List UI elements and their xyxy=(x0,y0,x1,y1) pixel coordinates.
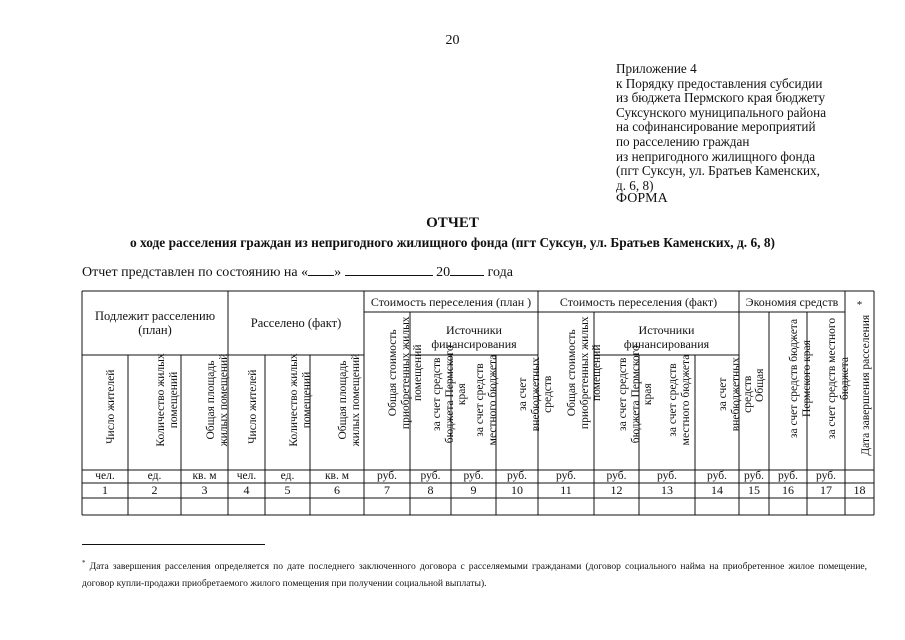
group-header: * xyxy=(856,299,863,311)
data-cell[interactable] xyxy=(364,498,410,515)
footnote-text: Дата завершения расселения определяется по дате последнего заключенного договора с расселяемыми гражданами (договор социального найма на приобретенное жилое помещение, договор купли-продажи приобретаемого жилого помещения при получении социальной выплаты). xyxy=(82,561,868,590)
group-header: Подлежит расселению (план) xyxy=(94,309,216,337)
data-cell[interactable] xyxy=(845,498,874,515)
appendix-line: Приложение 4 xyxy=(616,61,697,76)
appendix-line: к Порядку предоставления субсидии xyxy=(616,75,823,91)
column-number: 15 xyxy=(748,483,760,497)
column-unit: кв. м xyxy=(324,470,350,482)
report-title: ОТЧЕТ xyxy=(426,215,479,231)
column-header-cell xyxy=(265,355,310,470)
page-number: 20 xyxy=(445,33,460,48)
data-cell[interactable] xyxy=(451,498,496,515)
column-unit: руб. xyxy=(463,470,484,482)
appendix-line: Суксунского муниципального района xyxy=(616,104,827,120)
column-header-label: за счет средств местного бюджета xyxy=(667,354,692,446)
column-unit: руб. xyxy=(507,470,527,482)
column-number: 9 xyxy=(470,483,477,497)
column-header-cell xyxy=(82,355,128,470)
column-header-label: за счет средств местного бюджета xyxy=(473,354,498,446)
data-cell[interactable] xyxy=(265,498,310,515)
column-header-label: Общая стоимость приобретенных жилых помещений xyxy=(387,315,424,429)
column-unit: руб. xyxy=(707,470,727,482)
column-header-label: Количество жилых помещений xyxy=(287,353,312,447)
column-number: 14 xyxy=(711,483,723,497)
column-header-cell xyxy=(739,312,769,470)
appendix-line: по расселению граждан xyxy=(616,133,750,149)
group-header: Расселено (факт) xyxy=(250,316,342,330)
column-header-cell xyxy=(181,355,228,470)
footnote xyxy=(82,555,867,592)
column-unit: руб. xyxy=(556,470,576,482)
report-subtitle: о ходе расселения граждан из непригодного жилищного фонда (пгт Суксун, ул. Братьев Каменских, д. 6, 8) xyxy=(130,235,775,250)
footnote-divider xyxy=(82,544,265,545)
data-cell[interactable] xyxy=(496,498,538,515)
column-number: 17 xyxy=(820,483,832,497)
form-label: ФОРМА xyxy=(616,191,668,206)
data-cell[interactable] xyxy=(310,498,364,515)
column-header-cell xyxy=(310,355,364,470)
column-number: 3 xyxy=(201,483,208,497)
column-unit: ед. xyxy=(280,470,295,482)
group-header: Источники финансирования xyxy=(431,323,517,351)
column-header-cell xyxy=(128,355,181,470)
column-unit: чел. xyxy=(236,470,257,482)
column-number: 2 xyxy=(151,483,158,497)
data-cell[interactable] xyxy=(228,498,265,515)
column-header-label: Дата завершения расселения xyxy=(859,314,872,456)
column-header-cell xyxy=(538,312,603,470)
group-header: Стоимость переселения (факт) xyxy=(559,295,718,309)
appendix-line: из бюджета Пермского края бюджету xyxy=(616,90,826,106)
column-header-label: Общая площадь жилых помещений xyxy=(204,353,229,447)
column-header-label: за счет средств местного бюджета xyxy=(826,317,851,440)
column-header-label: Количество жилых помещений xyxy=(154,353,179,447)
column-unit: чел. xyxy=(95,470,115,482)
data-cell[interactable] xyxy=(807,498,845,515)
column-unit: руб. xyxy=(657,470,677,482)
column-unit xyxy=(845,470,874,483)
column-number: 11 xyxy=(560,483,572,497)
column-header-label: Общая площадь жилых помещений xyxy=(337,353,362,447)
data-cell[interactable] xyxy=(538,498,594,515)
column-unit: руб. xyxy=(377,470,397,482)
column-header-cell xyxy=(228,355,265,470)
status-middle: » xyxy=(334,265,342,280)
column-header-label: за счет средств бюджета Пермского края xyxy=(616,344,654,443)
column-unit: ед. xyxy=(147,470,162,482)
column-header-cell xyxy=(594,344,654,470)
footnote-mark: * xyxy=(82,559,86,567)
appendix-line: д. 6, 8) xyxy=(616,177,654,193)
column-header-label: за счет внебюджетных средств xyxy=(517,356,554,431)
column-unit: руб. xyxy=(744,470,764,482)
column-unit: руб. xyxy=(606,470,627,482)
data-cell[interactable] xyxy=(410,498,451,515)
column-unit: руб. xyxy=(778,470,798,482)
column-number: 16 xyxy=(782,483,794,497)
data-cell[interactable] xyxy=(128,498,181,515)
status-suffix: года xyxy=(487,265,513,280)
column-unit: руб. xyxy=(420,470,441,482)
appendix-line: (пгт Суксун, ул. Братьев Каменских, xyxy=(616,163,820,179)
column-header-label: за счет средств бюджета Пермского края xyxy=(430,344,468,443)
column-unit: руб. xyxy=(816,470,836,482)
column-header-label: Общая xyxy=(754,368,766,402)
appendix-line: из непригодного жилищного фонда xyxy=(616,148,816,164)
column-header-cell xyxy=(845,312,874,470)
column-number: 10 xyxy=(511,483,523,497)
column-number: 1 xyxy=(102,483,108,497)
data-cell[interactable] xyxy=(181,498,228,515)
column-header-cell xyxy=(410,344,468,470)
column-number: 8 xyxy=(427,483,434,497)
column-header-cell xyxy=(364,312,424,470)
column-header-cell xyxy=(769,312,813,470)
column-header-label: за счет средств бюджета Пермского края xyxy=(788,318,813,439)
column-header-cell xyxy=(496,355,554,470)
status-prefix: Отчет представлен по состоянию на « xyxy=(82,265,309,280)
column-number: 7 xyxy=(384,483,390,497)
data-cell[interactable] xyxy=(594,498,639,515)
data-cell[interactable] xyxy=(769,498,807,515)
column-header-label: Общая стоимость приобретенных жилых помещений xyxy=(566,315,603,429)
column-number: 12 xyxy=(610,483,623,497)
column-number: 5 xyxy=(284,483,291,497)
column-unit: кв. м xyxy=(192,470,217,482)
column-number: 13 xyxy=(661,483,673,497)
column-header-label: Число жителей xyxy=(246,369,259,444)
data-cell[interactable] xyxy=(695,498,739,515)
column-header-cell xyxy=(639,355,695,470)
group-header: Стоимость переселения (план ) xyxy=(370,295,532,309)
column-header-cell xyxy=(807,312,851,470)
column-header-cell xyxy=(695,355,754,470)
column-number: 6 xyxy=(334,483,340,497)
column-header-label: за счет внебюджетных средств xyxy=(717,356,754,431)
group-header: Источники финансирования xyxy=(623,323,710,351)
column-number: 18 xyxy=(853,483,866,497)
data-cell[interactable] xyxy=(639,498,695,515)
group-header: Экономия средств xyxy=(745,295,839,309)
data-cell[interactable] xyxy=(739,498,769,515)
appendix-line: на софинансирование мероприятий xyxy=(616,119,816,135)
column-header-cell xyxy=(451,355,496,470)
column-number: 4 xyxy=(243,483,250,497)
column-header-label: Число жителей xyxy=(105,369,117,444)
data-cell[interactable] xyxy=(82,498,128,515)
year-prefix: 20 xyxy=(436,265,451,280)
